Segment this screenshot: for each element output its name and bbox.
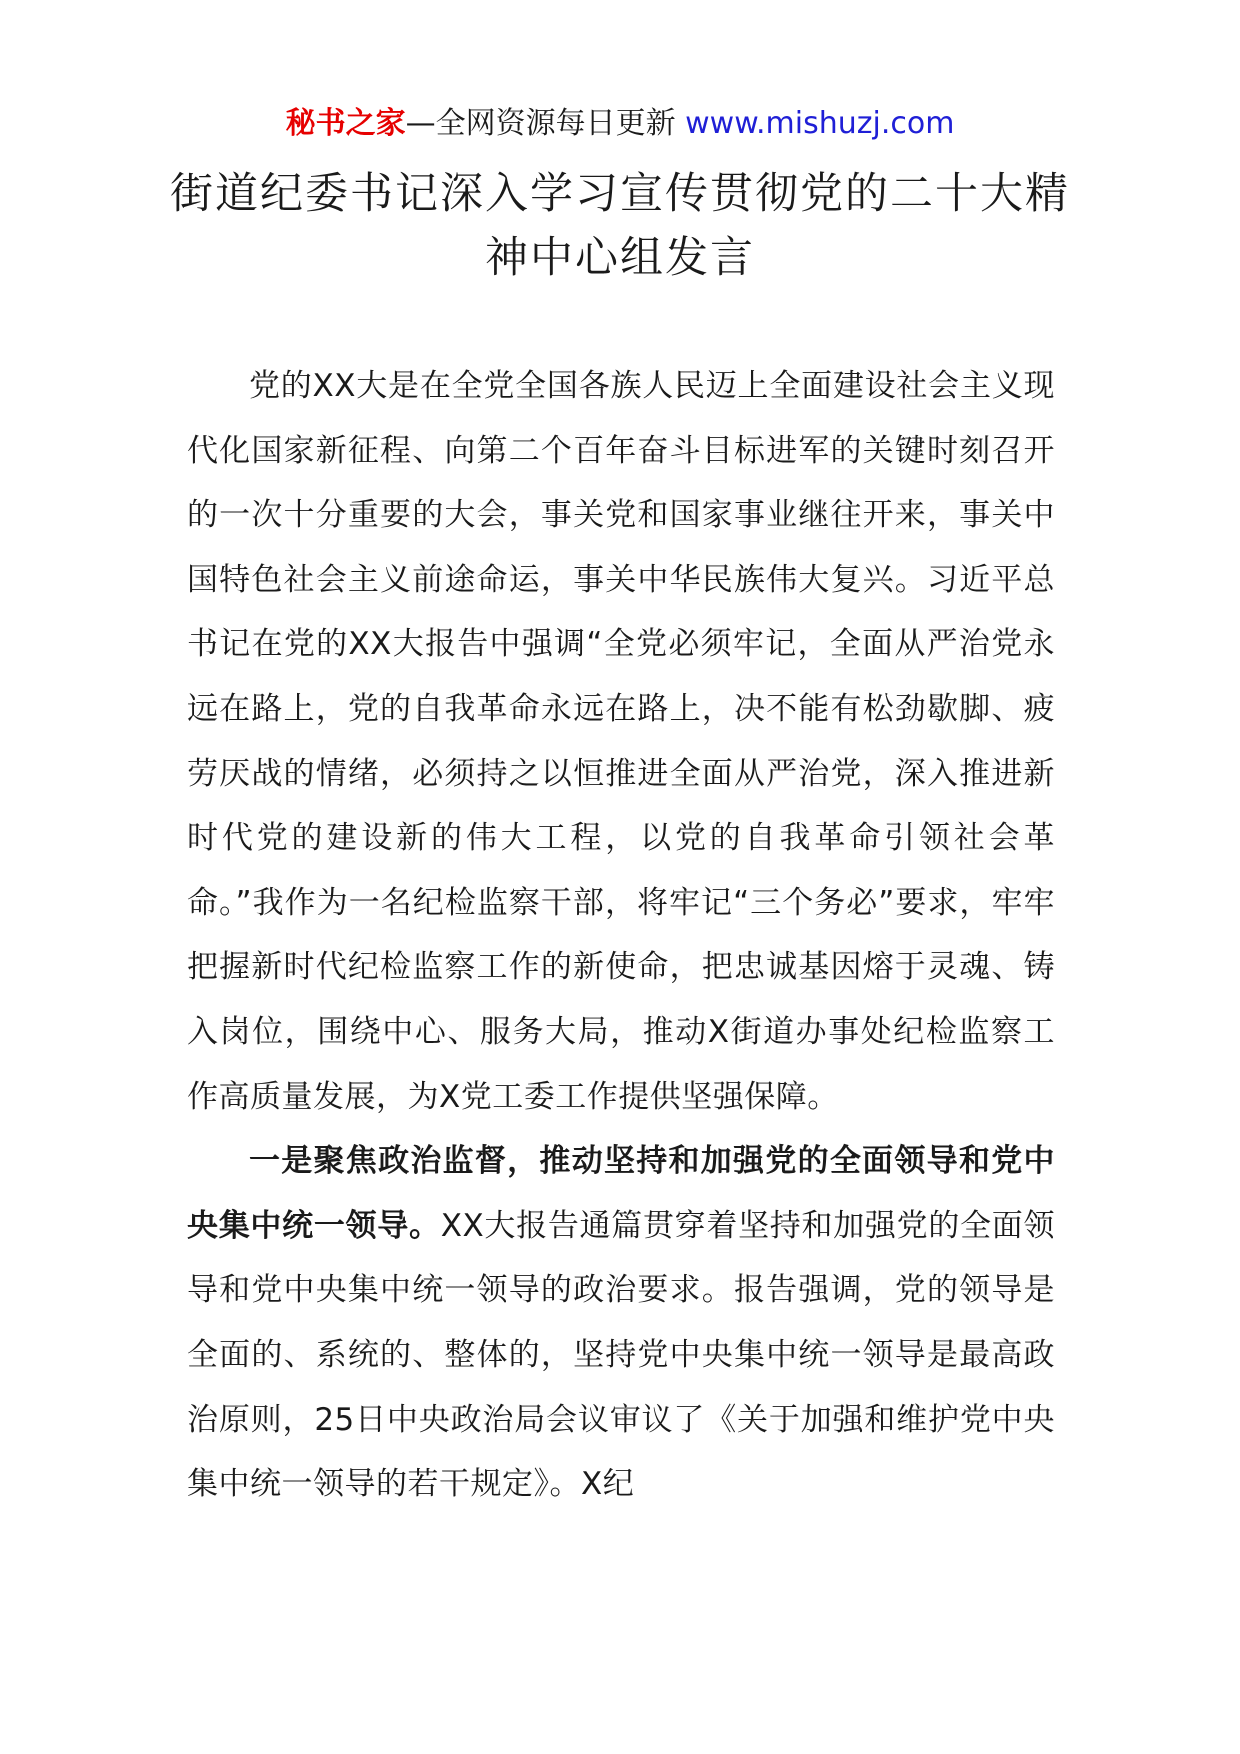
- document-body: [187, 354, 1055, 1517]
- paragraph-point-one: [187, 1129, 1055, 1517]
- paragraph-text: XX大报告通篇贯穿着坚持和加强党的全面领导和党中央集中统一领导的政治要求。报告强调，党的领导是全面的、系统的、整体的，坚持党中央集中统一领导是最高政治原则，25日中央政治局会议审议了《关于加强和维护党中央集中统一领导的若干规定》。X纪: [187, 1207, 1055, 1503]
- header-banner: [0, 104, 1240, 144]
- document-title: 街道纪委书记深入学习宣传贯彻党的二十大精神中心组发言: [170, 169, 1070, 283]
- paragraph-text: 党的XX大是在全党全国各族人民迈上全面建设社会主义现代化国家新征程、向第二个百年奋斗目标进军的关键时刻召开的一次十分重要的大会，事关党和国家事业继往开来，事关中国特色社会主义前途命运，事关中华民族伟大复兴。习近平总书记在党的XX大报告中强调“全党必须牢记，全面从严治党永远在路上，党的自我革命永远在路上，决不能有松劲歇脚、疲劳厌战的情绪，必须持之以恒推进全面从严治党，深入推进新时代党的建设新的伟大工程，以党的自我革命引领社会革命。”我作为一名纪检监察干部，将牢记“三个务必”要求，牢牢把握新时代纪检监察工作的新使命，把忠诚基因熔于灵魂、铸入岗位，围绕中心、服务大局，推动X街道办事处纪检监察工作高质量发展，为X党工委工作提供坚强保障。: [187, 368, 1055, 1115]
- paragraph-intro: [187, 354, 1055, 1129]
- site-url-link[interactable]: www.mishuzj.com: [685, 106, 955, 141]
- brand-name: 秘书之家: [285, 106, 406, 141]
- header-tagline: —全网资源每日更新: [405, 106, 686, 141]
- paragraph-lead: 一是聚焦政治监督，推动坚持和加强党的全面领导和党中央集中统一领导。: [187, 1143, 1055, 1244]
